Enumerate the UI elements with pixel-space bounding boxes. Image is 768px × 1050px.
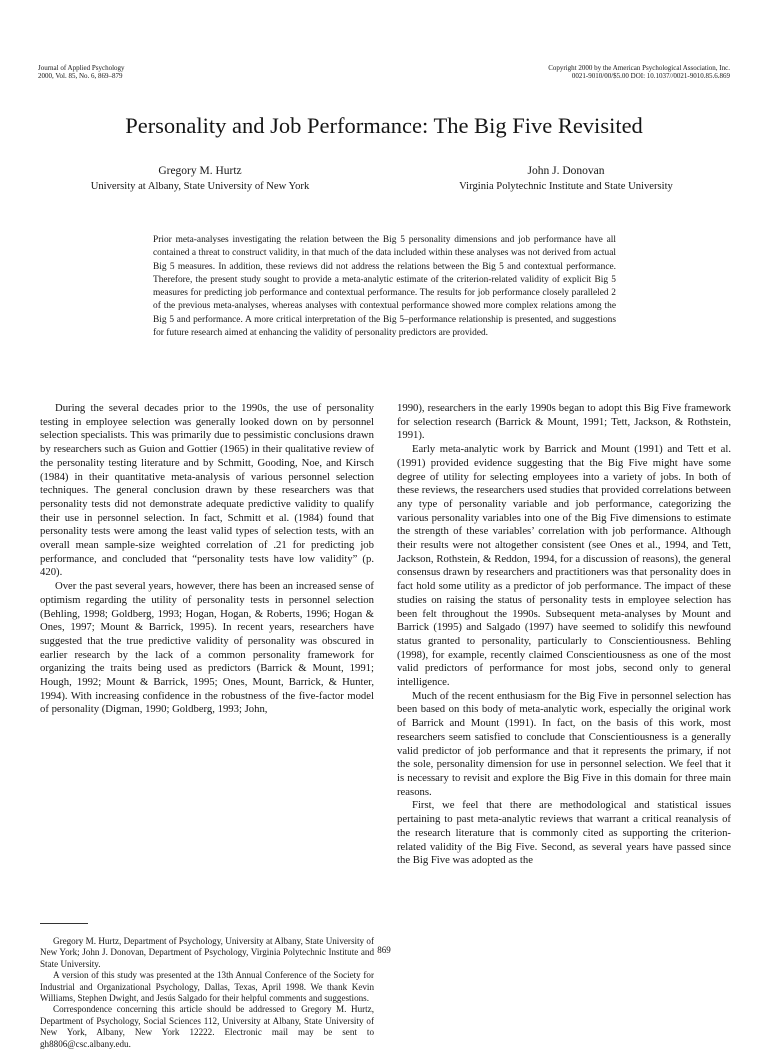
author-block-2 (398, 164, 734, 194)
running-header-right (548, 64, 730, 80)
journal-name: Journal of Applied Psychology (38, 64, 125, 72)
page-number: 869 (377, 945, 391, 955)
body-paragraph: Much of the recent enthusiasm for the Big Five in personnel selection has been based on this body of meta-analytic work, especially the original work of Barrick and Mount (1991). In fact, on the basis of this work, most researchers seem satisfied to conclude that Conscientiousness is a generally valid predictor of job performance and that it represents the primary, if not the sole, personality dimension for use in personnel selection. We feel that it is necessary to revisit and explore the Big Five in this domain for three main reasons. (397, 689, 731, 798)
body-paragraph: During the several decades prior to the 1990s, the use of personality testing in employee selection was generally looked down on by personnel selection specialists. This was primarily due to pessimistic conclusions drawn by researchers such as Guion and Gottier (1965) in their qualitative review of the personality testing literature and by Schmitt, Gooding, Noe, and Kirsch (1984) in their quantitative meta-analysis of various personnel selection techniques. The general conclusion drawn by these researchers was that personality tests did not demonstrate adequate predictive validity to qualify their use in personnel selection. In fact, Schmitt et al. (1984) found that personality tests were among the least valid types of selection tests, with an overall mean sample-size weighted correlation of .21 for predicting job performance, and concluded that “personality tests have low validity” (p. 420). (40, 402, 374, 579)
author-name: John J. Donovan (527, 165, 605, 177)
author-name: Gregory M. Hurtz (158, 165, 242, 177)
body-paragraph-continuation: 1990), researchers in the early 1990s began to adopt this Big Five framework for selection research (Barrick & Mount, 1991; Tett, Jackson, & Rothstein, 1991). (397, 402, 731, 442)
abstract: Prior meta-analyses investigating the relation between the Big 5 personality dimensions and job performance have all contained a threat to construct validity, in that much of the data included within these analyses was not derived from actual Big 5 measures. In addition, these reviews did not address the relations between the Big 5 and contextual performance. Therefore, the present study sought to provide a meta-analytic estimate of the criterion-related validity of explicit Big 5 measures for predicting job performance and contextual performance. The results for job performance closely paralleled 2 of the previous meta-analyses, whereas analyses with contextual performance showed more complex relations among the Big 5 and performance. A more critical interpretation of the Big 5–performance relationship is presented, and suggestions for future research aimed at enhancing the validity of personality predictors are provided. (153, 235, 616, 339)
author-affiliation: Virginia Polytechnic Institute and State University (459, 181, 673, 192)
article-title: Personality and Job Performance: The Big Five Revisited (125, 113, 643, 138)
footnote-divider (40, 923, 88, 924)
doi-line: 0021-9010/00/$5.00 DOI: 10.1037//0021-9010.85.6.869 (571, 72, 730, 80)
body-column-left (40, 402, 374, 717)
copyright-line: Copyright 2000 by the American Psychological Association, Inc. (548, 64, 730, 72)
body-paragraph: Over the past several years, however, there has been an increased sense of optimism regarding the utility of personality tests in personnel selection (Behling, 1998; Goldberg, 1993; Hogan, Hogan, & Roberts, 1996; Hogan & Ones, 1997; Mount & Barrick, 1995). In recent years, researchers have suggested that the true predictive validity of personality was obscured in earlier research by the lack of a common personality framework for organizing the traits being used as predictors (Barrick & Mount, 1991; Hough, 1992; Mount & Barrick, 1995; Ones, Mount, Barrick, & Hunter, 1994). With increasing confidence in the robustness of the five-factor model of personality (Digman, 1990; Goldberg, 1993; John, (40, 580, 374, 716)
author-block-1 (40, 164, 360, 194)
body-paragraph: First, we feel that there are methodological and statistical issues pertaining to past meta-analytic reviews that warrant a critical reanalysis of the research literature that is commonly cited as supporting the criterion-related validity of the Big Five. Second, as several years have passed since the Big Five was adopted as the (397, 799, 731, 867)
body-column-right (397, 402, 731, 868)
running-header-left (38, 64, 125, 80)
journal-issue: 2000, Vol. 85, No. 6, 869–879 (38, 72, 123, 80)
author-affiliation: University at Albany, State University of New York (90, 181, 310, 192)
footnote-affiliations: Gregory M. Hurtz, Department of Psychology, University at Albany, State University of New York; John J. Donovan, Department of Psychology, Virginia Polytechnic Institute and State University. (40, 936, 374, 969)
body-paragraph: Early meta-analytic work by Barrick and Mount (1991) and Tett et al. (1991) provided evidence suggesting that the Big Five might have some degree of utility for selecting employees into a variety of jobs. In both of these reviews, the researchers used studies that provided correlations between any type of personality variable and job performance, categorizing the various personality variables into one of the Big Five dimensions to estimate the strength of these variables’ correlation with job performance. Although their results were not altogether consistent (see Ones et al., 1994, and Tett, Jackson, Rothstein, & Reddon, 1994, for a discussion of reasons), the general consensus drawn by researchers and practitioners was that personality does in fact hold some utility as a predictor of job performance. The impact of these studies on raising the status of personality tests in employee selection has been felt throughout the 1990s. Subsequent meta-analyses by Mount and Barrick (1995) and Salgado (1997) have seemed to solidify this newfound status granted to personality, particularly to Conscientiousness. Behling (1998), for example, recently claimed Conscientiousness as one of the most valid predictors of performance for most jobs, second only to general intelligence. (397, 443, 731, 689)
footnote-acknowledgments: A version of this study was presented at the 13th Annual Conference of the Society for Industrial and Organizational Psychology, Dallas, Texas, April 1998. We thank Kevin Williams, Stephen Dwight, and Jesús Salgado for their helpful comments and suggestions. (40, 970, 374, 1004)
footnote-correspondence: Correspondence concerning this article should be addressed to Gregory M. Hurtz, Department of Psychology, Social Sciences 112, University at Albany, State University of New York, Albany, New York 12222. Electronic mail may be sent to gh8806@csc.albany.edu. (40, 1004, 374, 1049)
